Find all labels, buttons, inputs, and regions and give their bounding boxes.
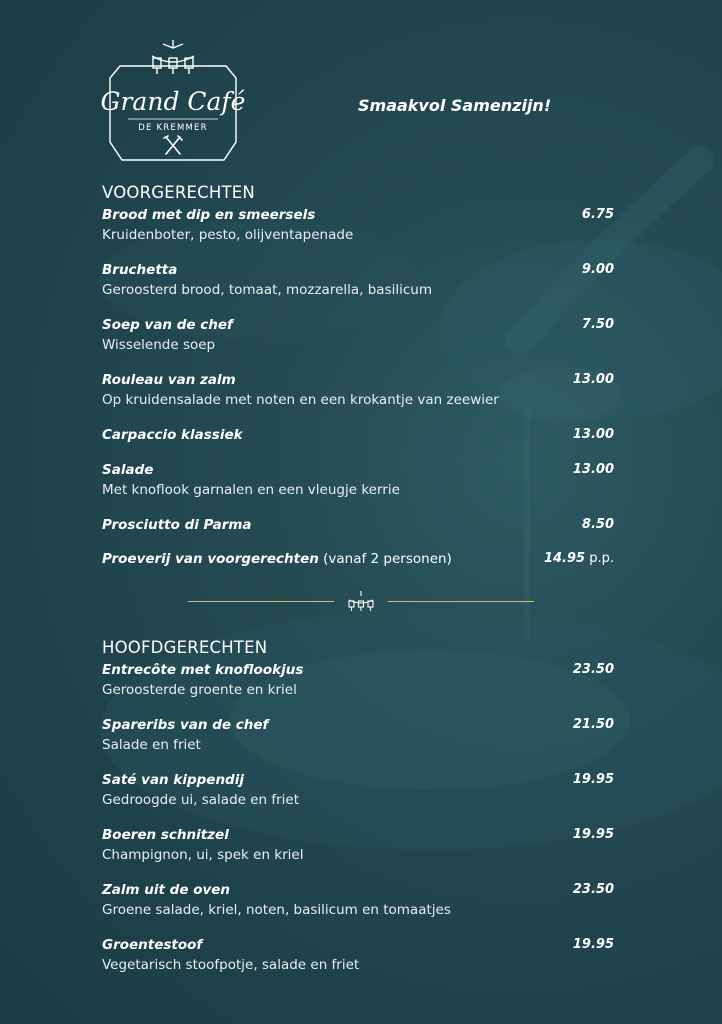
chandelier-icon	[152, 40, 194, 74]
menu-item	[102, 317, 614, 361]
tagline: Smaakvol Samenzijn!	[358, 96, 552, 115]
menu-item	[102, 207, 614, 251]
item-name: Carpaccio klassiek	[102, 427, 243, 443]
item-price: 19.95	[572, 772, 614, 787]
menu-item	[102, 662, 614, 706]
logo-name: Grand Café	[100, 87, 246, 116]
section-divider	[188, 590, 534, 616]
item-description: Groene salade, kriel, noten, basilicum en tomaatjes	[102, 902, 451, 918]
item-price: 6.75	[581, 207, 614, 222]
item-name: Rouleau van zalm	[102, 372, 236, 388]
menu-item	[102, 827, 614, 871]
divider-line-left	[188, 601, 334, 602]
price-unit: p.p.	[585, 551, 614, 566]
item-price: 23.50	[572, 662, 614, 677]
menu-item	[102, 937, 614, 981]
item-name: Entrecôte met knoflookjus	[102, 662, 304, 678]
menu-item	[102, 882, 614, 926]
fork-knife-icon	[164, 136, 182, 154]
item-name: Groentestoof	[102, 937, 203, 953]
grand-cafe-logo	[100, 38, 246, 164]
section-title-voorgerechten: VOORGERECHTEN	[102, 183, 255, 202]
item-name: Soep van de chef	[102, 317, 233, 333]
item-price: 13.00	[572, 372, 614, 387]
item-description: Geroosterde groente en kriel	[102, 682, 297, 698]
item-description: Op kruidensalade met noten en een krokantje van zeewier	[102, 392, 499, 408]
item-price: 7.50	[581, 317, 614, 332]
item-description: Wisselende soep	[102, 337, 216, 353]
item-price: 13.00	[572, 427, 614, 442]
item-price: 9.00	[581, 262, 614, 277]
item-description: Vegetarisch stoofpotje, salade en friet	[102, 957, 360, 973]
item-description: Kruidenboter, pesto, olijventapenade	[102, 227, 354, 243]
divider-line-right	[388, 601, 534, 602]
item-description: Gedroogde ui, salade en friet	[102, 792, 300, 808]
item-price: 23.50	[572, 882, 614, 897]
item-price: 14.95	[543, 551, 586, 566]
item-price: 19.95	[572, 937, 614, 952]
chandelier-icon	[343, 590, 379, 616]
item-price-line	[544, 551, 614, 566]
menu-item	[102, 462, 614, 506]
item-name: Prosciutto di Parma	[102, 517, 252, 533]
item-name: Bruchetta	[102, 262, 178, 278]
item-name: Brood met dip en smeersels	[102, 207, 316, 223]
menu-item	[102, 551, 614, 595]
item-name: Spareribs van de chef	[102, 717, 269, 733]
item-name-line	[102, 551, 452, 567]
item-description: Salade en friet	[102, 737, 201, 753]
logo-subtitle: DE KREMMER	[138, 123, 208, 133]
menu-item	[102, 262, 614, 306]
item-name: Proeverij van voorgerechten	[102, 551, 319, 567]
item-price: 13.00	[572, 462, 614, 477]
item-description: Met knoflook garnalen en een vleugje kerrie	[102, 482, 400, 498]
item-price: 19.95	[572, 827, 614, 842]
item-price: 8.50	[581, 517, 614, 532]
item-name: Zalm uit de oven	[102, 882, 231, 898]
item-description: Champignon, ui, spek en kriel	[102, 847, 304, 863]
menu-item	[102, 717, 614, 761]
item-name: Salade	[102, 462, 154, 478]
menu-item	[102, 372, 614, 416]
item-name: Saté van kippendij	[102, 772, 244, 788]
menu-item	[102, 772, 614, 816]
item-price: 21.50	[572, 717, 614, 732]
section-title-hoofdgerechten: HOOFDGERECHTEN	[102, 638, 268, 657]
item-note: (vanaf 2 personen)	[318, 551, 452, 567]
item-name: Boeren schnitzel	[102, 827, 229, 843]
item-description: Geroosterd brood, tomaat, mozzarella, basilicum	[102, 282, 432, 298]
